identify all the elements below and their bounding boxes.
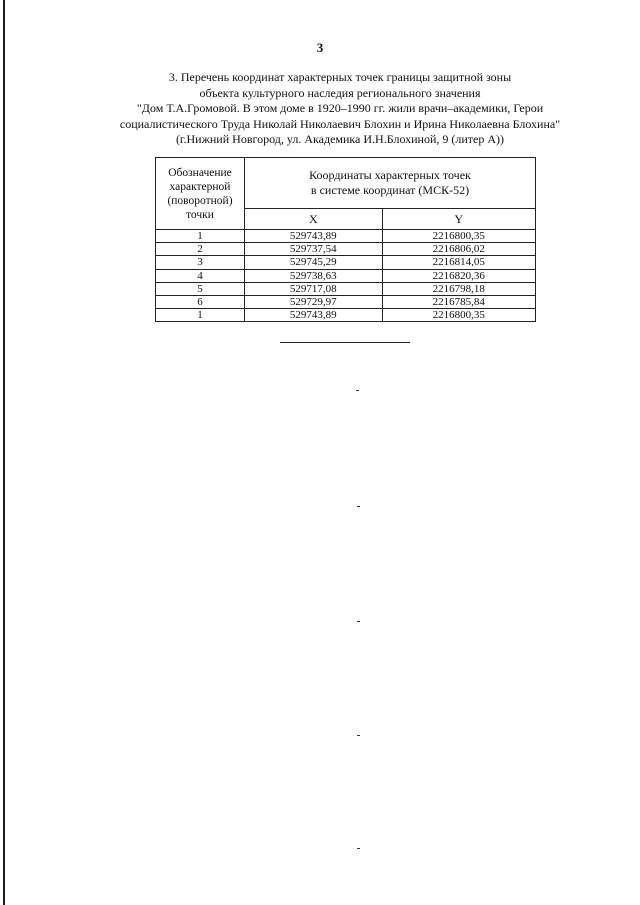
header-line: в системе координат (МСК-52) [310, 183, 470, 197]
table-row [156, 309, 536, 322]
header-coordinate-system [245, 158, 536, 209]
cell-x: 529738,63 [245, 269, 383, 282]
scan-speck [357, 735, 360, 736]
heading-line: объекта культурного наследия регионального значения [199, 85, 481, 100]
table-header-row [156, 158, 536, 209]
heading-line: 3. Перечень координат характерных точек границы защитной зоны [168, 70, 512, 84]
end-rule [280, 342, 410, 343]
cell-point: 1 [156, 309, 245, 322]
table-row [156, 269, 536, 282]
table-row [156, 230, 536, 243]
cell-y: 2216800,35 [382, 230, 535, 243]
cell-y: 2216800,35 [382, 309, 535, 322]
header-x: X [245, 209, 383, 230]
cell-x: 529745,29 [245, 256, 383, 269]
cell-point: 1 [156, 230, 245, 243]
heading-line: (г.Нижний Новгород, ул. Академика И.Н.Блохиной, 9 (литер А)) [175, 132, 505, 146]
header-point-designation [156, 158, 245, 230]
cell-point: 2 [156, 243, 245, 256]
cell-y: 2216820,36 [382, 269, 535, 282]
scan-speck [357, 621, 360, 622]
cell-point: 4 [156, 269, 245, 282]
header-line: точки [186, 208, 214, 221]
heading-line: социалистического Труда Николай Николаевич Блохин и Ирина Николаевна Блохина" [119, 116, 561, 131]
scan-speck [357, 848, 360, 849]
cell-y: 2216798,18 [382, 282, 535, 295]
header-line: (поворотной) [167, 194, 233, 207]
scan-left-border [3, 0, 5, 905]
cell-x: 529737,54 [245, 243, 383, 256]
cell-x: 529717,08 [245, 282, 383, 295]
cell-x: 529743,89 [245, 309, 383, 322]
header-line: Координаты характерных точек [309, 168, 471, 182]
cell-y: 2216785,84 [382, 295, 535, 308]
section-heading [60, 70, 620, 148]
coordinates-table [155, 157, 536, 322]
cell-x: 529729,97 [245, 295, 383, 308]
scan-speck [357, 506, 360, 507]
page-number: 3 [316, 40, 324, 55]
cell-point: 5 [156, 282, 245, 295]
scan-speck [356, 390, 359, 391]
cell-point: 6 [156, 295, 245, 308]
table-row [156, 243, 536, 256]
header-line: Обозначение [168, 166, 232, 179]
cell-point: 3 [156, 256, 245, 269]
heading-line: "Дом Т.А.Громовой. В этом доме в 1920–1990 гг. жили врачи–академики, Герои [136, 101, 544, 115]
cell-y: 2216814,05 [382, 256, 535, 269]
header-line: характерной [169, 180, 231, 193]
table-row [156, 256, 536, 269]
table-row [156, 295, 536, 308]
cell-x: 529743,89 [245, 230, 383, 243]
table-row [156, 282, 536, 295]
cell-y: 2216806,02 [382, 243, 535, 256]
header-y: Y [382, 209, 535, 230]
